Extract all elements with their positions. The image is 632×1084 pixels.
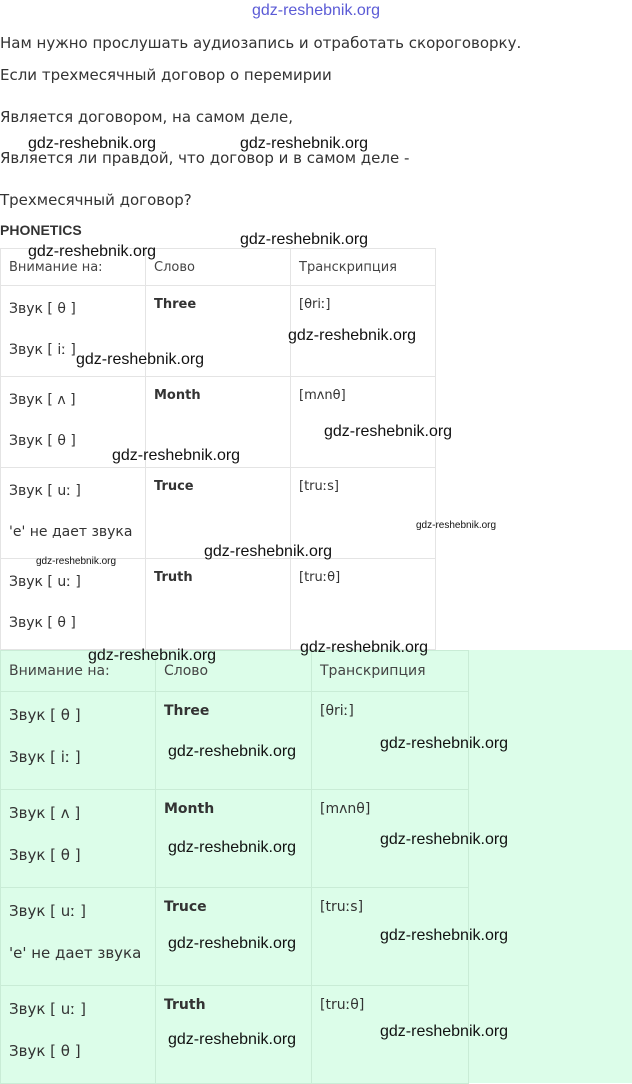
watermark: gdz-reshebnik.org <box>380 1023 509 1040</box>
site-header[interactable]: gdz-reshebnik.org <box>251 2 381 19</box>
watermark: gdz-reshebnik.org <box>324 423 453 440</box>
paragraph: Является договором, на самом деле, <box>0 108 294 126</box>
sound-cell <box>1 692 156 790</box>
table-row <box>1 559 436 650</box>
section-heading: PHONETICS <box>0 222 82 238</box>
phonetics-table-highlighted <box>0 650 469 1084</box>
watermark: gdz-reshebnik.org <box>168 743 297 760</box>
sound-label: Звук [ θ ] <box>9 301 76 317</box>
paragraph: Если трехмесячный договор о перемирии <box>0 66 332 84</box>
watermark: gdz-reshebnik.org <box>300 639 429 656</box>
transcription-cell: [truːθ] <box>320 997 365 1013</box>
sound-label: Звук [ θ ] <box>9 846 81 864</box>
transcription-cell: [truːs] <box>299 479 339 494</box>
column-header: Слово <box>146 249 291 286</box>
transcription-cell: [truːs] <box>320 899 364 915</box>
column-header: Внимание на: <box>1 249 146 286</box>
watermark: gdz-reshebnik.org <box>380 735 509 752</box>
sound-label: Звук [ iː ] <box>9 342 76 358</box>
sound-cell <box>1 790 156 888</box>
watermark: gdz-reshebnik.org <box>240 231 369 248</box>
watermark: gdz-reshebnik.org <box>76 351 205 368</box>
transcription-cell: [mʌnθ] <box>320 801 371 817</box>
word-cell: Month <box>154 388 201 403</box>
sound-label: Звук [ uː ] <box>9 1000 86 1018</box>
transcription-cell: [mʌnθ] <box>299 388 346 403</box>
sound-label: 'e' не дает звука <box>9 524 133 540</box>
word-cell: Truce <box>164 899 207 915</box>
watermark: gdz-reshebnik.org <box>288 327 417 344</box>
watermark: gdz-reshebnik.org <box>168 1031 297 1048</box>
column-header: Транскрипция <box>312 651 469 692</box>
sound-label: 'e' не дает звука <box>9 944 142 962</box>
sound-label: Звук [ iː ] <box>9 748 81 766</box>
word-cell: Three <box>164 703 210 719</box>
word-cell: Month <box>164 801 215 817</box>
watermark: gdz-reshebnik.org <box>28 243 157 260</box>
sound-cell <box>1 888 156 986</box>
paragraph: Трехмесячный договор? <box>0 191 192 209</box>
watermark: gdz-reshebnik.org <box>168 935 297 952</box>
paragraph: Нам нужно прослушать аудиозапись и отработать скороговорку. <box>0 34 522 52</box>
watermark: gdz-reshebnik.org <box>168 839 297 856</box>
sound-label: Звук [ uː ] <box>9 902 86 920</box>
watermark: gdz-reshebnik.org <box>112 447 241 464</box>
word-cell: Truth <box>154 570 193 585</box>
column-header: Слово <box>156 651 312 692</box>
sound-label: Звук [ uː ] <box>9 574 81 590</box>
word-cell: Truth <box>164 997 206 1013</box>
sound-cell <box>1 986 156 1084</box>
sound-label: Звук [ ʌ ] <box>9 392 76 408</box>
watermark: gdz-reshebnik.org <box>36 556 117 567</box>
transcription-cell: [truːθ] <box>299 570 341 585</box>
sound-label: Звук [ ʌ ] <box>9 804 81 822</box>
word-cell: Three <box>154 297 197 312</box>
watermark: gdz-reshebnik.org <box>204 543 333 560</box>
paragraph: Является ли правдой, что договор и в самом деле - <box>0 149 410 167</box>
watermark: gdz-reshebnik.org <box>88 647 217 664</box>
sound-label: Звук [ θ ] <box>9 433 76 449</box>
sound-cell <box>1 559 146 650</box>
word-cell: Truce <box>154 479 194 494</box>
watermark: gdz-reshebnik.org <box>380 927 509 944</box>
watermark: gdz-reshebnik.org <box>416 520 497 531</box>
watermark: gdz-reshebnik.org <box>380 831 509 848</box>
column-header: Внимание на: <box>1 651 156 692</box>
transcription-cell: [θriː] <box>299 297 331 312</box>
sound-cell <box>1 468 146 559</box>
sound-label: Звук [ θ ] <box>9 615 76 631</box>
sound-label: Звук [ uː ] <box>9 483 81 499</box>
sound-label: Звук [ θ ] <box>9 706 81 724</box>
sound-label: Звук [ θ ] <box>9 1042 81 1060</box>
watermark: gdz-reshebnik.org <box>240 135 369 152</box>
transcription-cell: [θriː] <box>320 703 354 719</box>
column-header: Транскрипция <box>291 249 436 286</box>
watermark: gdz-reshebnik.org <box>28 135 157 152</box>
